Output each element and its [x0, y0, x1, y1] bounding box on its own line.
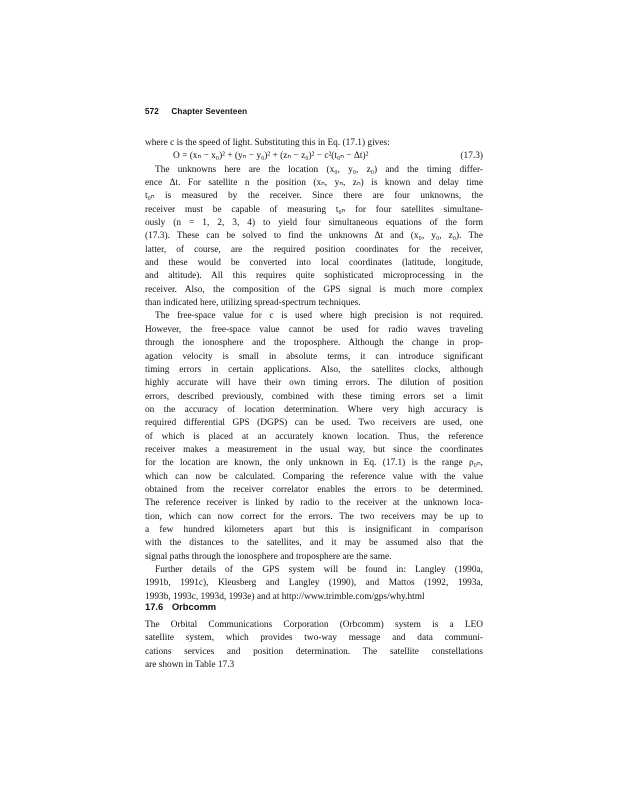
main-text [145, 137, 483, 604]
text-line: are shown in Table 17.3 [145, 660, 235, 671]
section-number: 17.6 [145, 601, 164, 612]
text-line: (17.3). These can be solved to find the unknowns Δt and (x₀, y₀, z₀). The [145, 231, 483, 242]
text-line: highly accurate will have their own timing errors. The dilution of position [145, 378, 483, 389]
text-line: The unknowns here are the location (x₀, y₀, z₀) and the timing differ- [155, 164, 483, 175]
text-line: receiver makes a measurement in the usual way, but since the coordinates [145, 444, 483, 455]
text-line: 1993b, 1993c, 1993d, 1993e) and at http://www.trimble.com/gps/why.html [145, 591, 425, 602]
text-line: However, the free-space value cannot be used for radio waves traveling [145, 324, 483, 335]
text-line: Further details of the GPS system will be found in: Langley (1990a, [155, 565, 483, 575]
text-line: required differential GPS (DGPS) can be used. Two receivers are used, one [145, 418, 483, 429]
text-line: satellite system, which provides two-way message and data communi- [145, 633, 483, 644]
section-title: Orbcomm [171, 601, 217, 612]
text-line: of which is placed at an accurately known location. Thus, the reference [145, 431, 483, 442]
text-line: a few hundred kilometers apart but this is insignificant in comparison [145, 524, 483, 535]
running-header [145, 107, 247, 116]
text-line: The reference receiver is linked by radio to the receiver at the unknown loca- [145, 498, 483, 509]
text-line: timing errors in certain applications. Also, the satellites clocks, although [145, 364, 483, 375]
text-line: receiver must be capable of measuring t₀ₙ for four satellites simultane- [145, 204, 483, 215]
text-line: through the ionosphere and the troposphere. Although the change in prop- [145, 338, 483, 349]
section-heading [145, 601, 216, 612]
text-line: errors, described previously, combined with these timing errors set a limit [145, 391, 483, 402]
text-line: latter, of course, are the required position coordinates for the receiver, [145, 244, 483, 255]
text-line: than indicated here, utilizing spread-spectrum techniques. [145, 298, 361, 309]
text-line: receiver. Also, the composition of the GPS signal is much more complex [145, 284, 483, 295]
text-line: t₀ₙ is measured by the receiver. Since there are four unknowns, the [145, 191, 483, 202]
text-line: which can now be calculated. Comparing the reference value with the value [145, 471, 483, 482]
text-line: and these would be converted into local coordinates (latitude, longitude, [145, 258, 483, 269]
page-number: 572 [145, 107, 159, 116]
text-line: where c is the speed of light. Substituting this in Eq. (17.1) gives: [145, 138, 390, 148]
text-line: cations services and position determination. The satellite constellations [145, 646, 483, 657]
text-line: ence Δt. For satellite n the position (xₙ, yₙ, zₙ) is known and delay time [145, 178, 483, 189]
equation: O = (xₙ − x₀)² + (yₙ − y₀)² + (zₙ − z₀)² − c²(t₀ₙ − Δt)² [173, 151, 369, 162]
text-line: ously (n = 1, 2, 3, 4) to yield four simultaneous equations of the form [145, 218, 483, 229]
text-line: and altitude). All this requires quite sophisticated microprocessing in the [145, 271, 483, 282]
equation-line [145, 150, 483, 163]
text-line: The free-space value for c is used where high precision is not required. [155, 311, 483, 322]
section-text [145, 619, 483, 672]
equation-number: (17.3) [460, 151, 483, 162]
text-line: for the location are known, the only unknown in Eq. (17.1) is the range ρ₀ₙ, [145, 458, 483, 469]
text-line: signal paths through the ionosphere and troposphere are the same. [145, 551, 392, 562]
text-line: on the accuracy of location determination. Where very high accuracy is [145, 404, 483, 415]
text-line: agation velocity is small in absolute terms, it can introduce significant [145, 351, 483, 362]
chapter-title: Chapter Seventeen [171, 107, 248, 116]
text-line: The Orbital Communications Corporation (Orbcomm) system is a LEO [145, 620, 483, 630]
text-line: obtained from the receiver correlator enables the errors to be determined. [145, 484, 483, 495]
text-line: 1991b, 1991c), Kleusberg and Langley (1990), and Mattos (1992, 1993a, [145, 578, 483, 589]
text-line: tion, which can now correct for the errors. The two receivers may be up to [145, 511, 483, 522]
text-line: with the distances to the satellites, and it may be assumed also that the [145, 538, 483, 549]
